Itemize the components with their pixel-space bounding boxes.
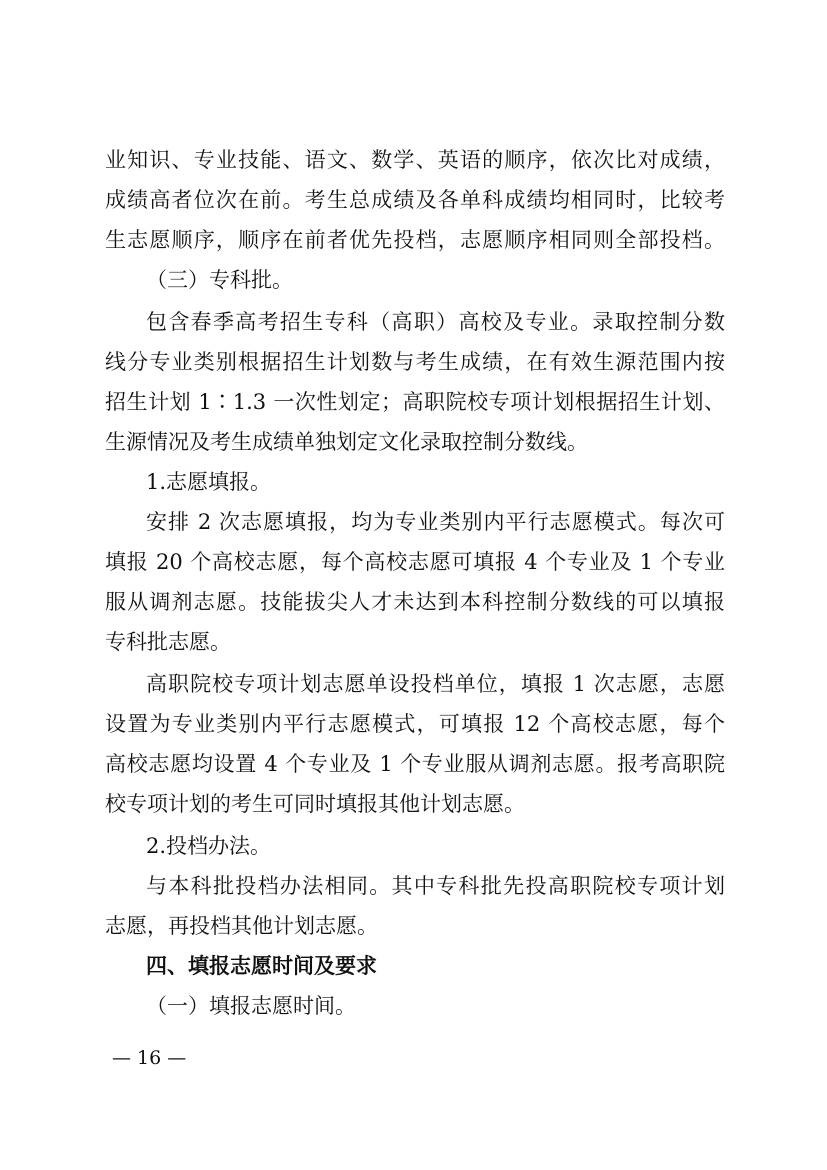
text-line-2: 成绩高者位次在前。考生总成绩及各单科成绩均相同时，比较考 [105, 188, 725, 212]
text-line-7: 招生计划 1∶1.3 一次性划定；高职院校专项计划根据招生计划、 [105, 390, 725, 414]
text-line-16: 高校志愿均设置 4 个专业及 1 个专业服从调剂志愿。报考高职院 [105, 752, 725, 776]
text-line-3: 生志愿顺序，顺序在前者优先投档，志愿顺序相同则全部投档。 [105, 228, 725, 252]
text-line-5: 包含春季高考招生专科（高职）高校及专业。录取控制分数 [146, 310, 725, 334]
subheading-volunteer-filling: 1.志愿填报。 [146, 470, 272, 494]
section-heading-four: 四、填报志愿时间及要求 [146, 954, 377, 978]
subheading-specialty-batch: （三）专科批。 [146, 268, 293, 292]
subheading-filing-method: 2.投档办法。 [146, 834, 272, 858]
text-line-14: 高职院校专项计划志愿单设投档单位，填报 1 次志愿，志愿 [146, 672, 725, 696]
text-line-8: 生源情况及考生成绩单独划定文化录取控制分数线。 [105, 430, 588, 454]
text-line-19: 与本科批投档办法相同。其中专科批先投高职院校专项计划 [146, 874, 725, 898]
text-line-10: 安排 2 次志愿填报，均为专业类别内平行志愿模式。每次可 [146, 510, 725, 534]
text-line-17: 校专项计划的考生可同时填报其他计划志愿。 [105, 792, 525, 816]
text-line-6: 线分专业类别根据招生计划数与考生成绩，在有效生源范围内按 [105, 350, 725, 374]
text-line-11: 填报 20 个高校志愿，每个高校志愿可填报 4 个专业及 1 个专业 [105, 550, 725, 574]
text-line-20: 志愿，再投档其他计划志愿。 [105, 914, 378, 938]
text-line-13: 专科批志愿。 [105, 630, 231, 654]
text-line-15: 设置为专业类别内平行志愿模式，可填报 12 个高校志愿，每个 [105, 712, 725, 736]
text-line-1: 业知识、专业技能、语文、数学、英语的顺序，依次比对成绩， [105, 148, 725, 172]
text-line-12: 服从调剂志愿。技能拔尖人才未达到本科控制分数线的可以填报 [105, 590, 725, 614]
subheading-filling-time: （一）填报志愿时间。 [146, 994, 356, 1018]
page-number: — 16 — [112, 1047, 187, 1069]
